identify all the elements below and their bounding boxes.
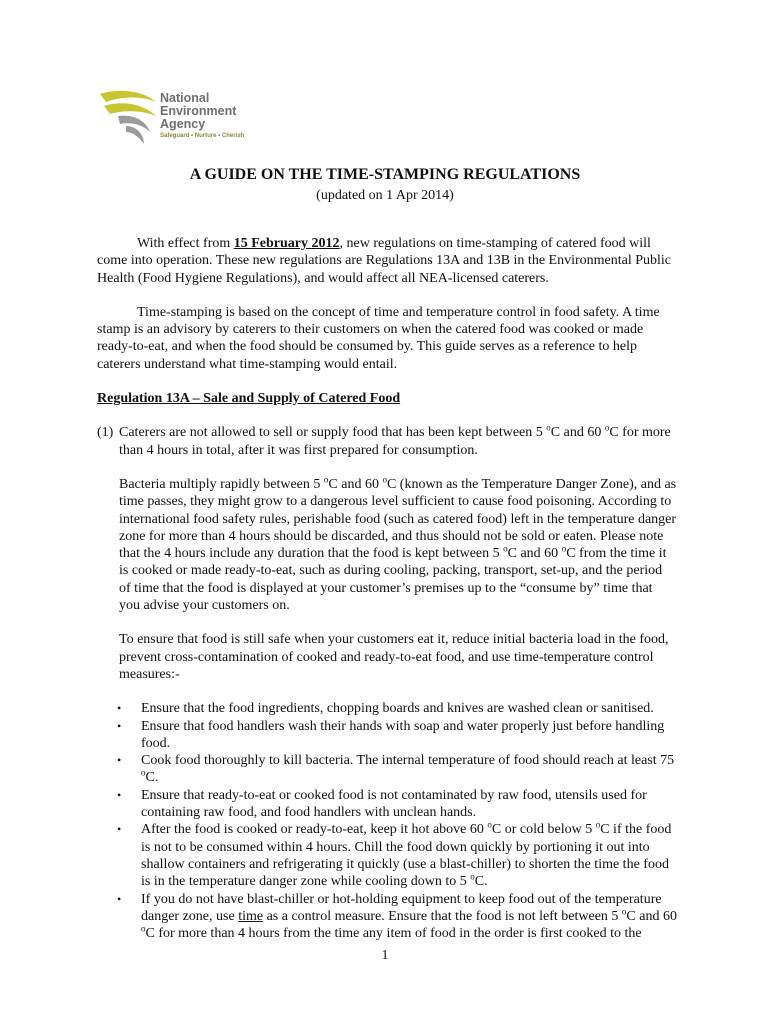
degree-sign: o <box>503 543 508 554</box>
bullet-text: C if the food is not to be consumed within 4 hours. Chill the food down quickly by portioning it out into shallow containers and refrigerating it quickly (use a blast-chiller) to shorten the time the food is in the temperature danger zone while cooling down to 5 <box>141 822 672 890</box>
degree-sign: o <box>546 422 551 433</box>
list-item <box>117 891 677 943</box>
degree-sign: o <box>561 543 567 554</box>
bullet-text: Ensure that ready-to-eat or cooked food is not contaminated by raw food, utensils used for containing raw food, and food handlers with unclean hands. <box>141 787 647 821</box>
list-item <box>117 752 677 787</box>
item1-text-c: C for more than 4 hours in total, after it was first prepared for consumption. <box>119 425 671 458</box>
bullet-icon: • <box>117 891 122 906</box>
degree-sign: o <box>604 422 610 433</box>
degree-sign: o <box>141 923 146 934</box>
regulation-item-1 <box>97 424 677 459</box>
measures-paragraph: To ensure that food is still safe when your customers eat it, reduce initial bacteria load in the food, prevent cross-contamination of cooked and ready-to-eat food, and use time-temperature control measures:- <box>119 632 669 682</box>
list-item <box>117 700 677 717</box>
list-item <box>117 787 677 822</box>
nea-logo-swoosh-icon <box>98 86 162 150</box>
bacteria-text-b: C and 60 <box>328 476 383 492</box>
bullet-icon: • <box>117 822 122 837</box>
logo-text-national: National <box>160 91 210 105</box>
degree-sign: o <box>141 767 146 778</box>
item1-text-a: Caterers are not allowed to sell or supply food that has been kept between 5 <box>119 425 547 441</box>
bullet-icon: • <box>117 753 122 768</box>
bullet-text: Ensure that food handlers wash their hands with soap and water properly just before handling food. <box>141 718 665 751</box>
intro-p1-pre: With effect from <box>137 236 234 251</box>
degree-sign: o <box>621 906 627 917</box>
bullet-text: C. <box>145 770 159 786</box>
intro-paragraph-2: Time-stamping is based on the concept of time and temperature control in food safety. A time stamp is an advisory by caterers to their customers on when the catered food was cooked or made ready-to-eat, and when the food should be consumed by. This guide serves as a reference to help caterers understand what time-stamping would entail. <box>97 304 660 372</box>
logo-text-environment: Environment <box>160 104 237 118</box>
list-item <box>117 718 677 753</box>
bullet-text: C. <box>474 874 488 890</box>
intro-p1-post: , new regulations on time-stamping of catered food will come into operation. These new regulations are Regulations 13A and 13B in the Environmental Public Health (Food Hygiene Regulations), and would affect all NEA-licensed caterers. <box>97 236 672 286</box>
bacteria-text-e: C from the time it is cooked or made ready-to-eat, such as during cooling, packing, transport, set-up, and the period of time that the food is displayed at your customer’s premises up to the “consume by” time that you advise your customers on. <box>119 546 667 614</box>
document-body <box>97 235 677 942</box>
intro-paragraph-1 <box>97 235 677 287</box>
document-subtitle: (updated on 1 Apr 2014) <box>316 188 454 203</box>
measures-list <box>97 700 677 942</box>
bullet-text: Cook food thoroughly to kill bacteria. The internal temperature of food should reach at least 75 <box>141 753 675 769</box>
logo-text-agency: Agency <box>160 117 206 131</box>
bullet-text: C for more than 4 hours from the time any item of food in the order is first cooked to the <box>145 926 642 942</box>
degree-sign: o <box>487 819 492 830</box>
bacteria-text-a: Bacteria multiply rapidly between 5 <box>119 476 324 492</box>
bacteria-text-d: C and 60 <box>507 546 562 562</box>
effective-date: 15 February 2012 <box>233 236 340 251</box>
degree-sign: o <box>382 474 387 485</box>
section-heading-13a: Regulation 13A – Sale and Supply of Catered Food <box>97 391 401 407</box>
underlined-time: time <box>238 908 264 924</box>
bullet-text: C or cold below 5 <box>491 822 596 838</box>
list-item <box>117 819 677 890</box>
item1-text-b: C and 60 <box>550 425 605 441</box>
bullet-icon: • <box>117 701 122 716</box>
degree-sign: o <box>595 819 601 830</box>
bacteria-paragraph <box>97 476 677 614</box>
degree-sign: o <box>470 871 475 882</box>
page-number: 1 <box>381 948 389 963</box>
nea-logo <box>98 86 298 150</box>
bullet-text: If you do not have blast-chiller or hot-holding equipment to keep food out of the temperature danger zone, use <box>141 891 662 924</box>
bullet-text: Ensure that the food ingredients, chopping boards and knives are washed clean or sanitised. <box>141 701 654 717</box>
logo-tagline: Safeguard • Nurture • Cherish <box>160 133 245 139</box>
bullet-icon: • <box>117 718 122 733</box>
bullet-icon: • <box>117 787 122 802</box>
bullet-text: C and 60 <box>626 908 677 924</box>
degree-sign: o <box>323 474 329 485</box>
bullet-text: as a control measure. Ensure that the food is not left between 5 <box>263 908 622 924</box>
bullet-text: After the food is cooked or ready-to-eat, keep it hot above 60 <box>141 822 488 838</box>
bacteria-text-c: C (known as the Temperature Danger Zone), and as time passes, they might grow to a dangerous level sufficient to cause food poisoning. According to international food safety rules, perishable food (such as catered food) left in the temperature danger zone for more than 4 hours should be discarded, and thus should not be sold or eaten. Please note that the 4 hours include any duration that the food is kept between 5 <box>119 476 677 562</box>
document-title: A GUIDE ON THE TIME-STAMPING REGULATIONS <box>189 166 581 183</box>
item-number: (1) <box>97 425 114 441</box>
